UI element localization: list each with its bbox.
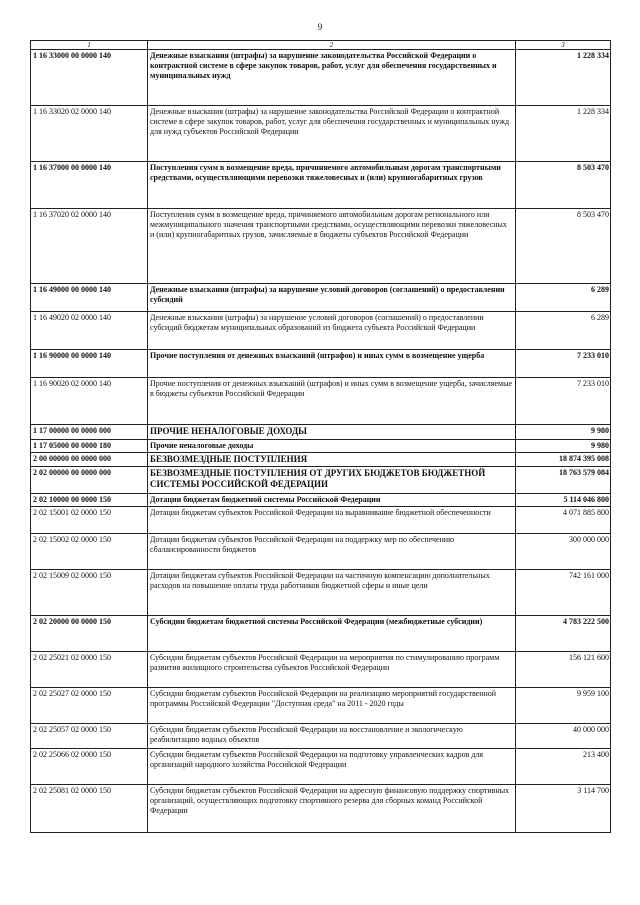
table-row	[31, 616, 611, 652]
table-row	[31, 534, 611, 570]
income-name-cell: Денежные взыскания (штрафы) за нарушение законодательства Российской Федерации о контрактной системе в сфере закупок товаров, работ, услуг для обеспечения государственных и муниципальных нужд	[148, 50, 516, 106]
table-row	[31, 425, 611, 440]
income-name-cell: Прочие поступления от денежных взысканий (штрафов) и иных сумм в возмещение ущерба	[148, 350, 516, 378]
amount-cell: 9 980	[516, 425, 611, 440]
amount-cell: 213 400	[516, 749, 611, 785]
budget-code-cell: 1 16 33000 00 0000 140	[31, 50, 148, 106]
amount-cell: 6 289	[516, 284, 611, 312]
budget-code-cell: 2 02 10000 00 0000 150	[31, 494, 148, 507]
amount-cell: 5 114 046 800	[516, 494, 611, 507]
table-row	[31, 284, 611, 312]
amount-cell: 300 000 000	[516, 534, 611, 570]
income-name-cell: Поступления сумм в возмещение вреда, причиняемого автомобильным дорогам транспортными средствами, осуществляющими перевозки тяжеловесных и (или) крупногабаритных грузов	[148, 162, 516, 209]
budget-code-cell: 1 17 05000 00 0000 180	[31, 440, 148, 453]
amount-cell: 40 000 000	[516, 724, 611, 749]
income-name-cell: Прочие неналоговые доходы	[148, 440, 516, 453]
income-name-cell: Прочие поступления от денежных взысканий (штрафов) и иных сумм в возмещение ущерба, зачисляемые в бюджеты субъектов Российской Федерации	[148, 378, 516, 425]
amount-cell: 8 503 470	[516, 162, 611, 209]
income-name-cell: Субсидии бюджетам субъектов Российской Федерации на подготовку управленческих кадров для организаций народного хозяйства Российской Федерации	[148, 749, 516, 785]
table-row	[31, 724, 611, 749]
amount-cell: 3 114 700	[516, 785, 611, 833]
budget-code-cell: 2 00 00000 00 0000 000	[31, 453, 148, 467]
table-row	[31, 507, 611, 534]
amount-cell: 9 959 100	[516, 688, 611, 724]
table-row	[31, 440, 611, 453]
table-row	[31, 453, 611, 467]
revenue-table	[30, 40, 611, 833]
budget-code-cell: 1 17 00000 00 0000 000	[31, 425, 148, 440]
budget-code-cell: 2 02 25027 02 0000 150	[31, 688, 148, 724]
income-name-cell: Субсидии бюджетам субъектов Российской Федерации на реализацию мероприятий государственной программы Российской Федерации "Доступная среда" на 2011 - 2020 годы	[148, 688, 516, 724]
budget-code-cell: 1 16 49020 02 0000 140	[31, 312, 148, 350]
income-name-cell: Субсидии бюджетам субъектов Российской Федерации на адресную финансовую поддержку спортивных организаций, осуществляющих подготовку спортивного резерва для сборных команд Российской Федерации	[148, 785, 516, 833]
budget-code-cell: 1 16 90000 00 0000 140	[31, 350, 148, 378]
income-name-cell: Дотации бюджетам субъектов Российской Федерации на поддержку мер по обеспечению сбалансированности бюджетов	[148, 534, 516, 570]
amount-cell: 7 233 010	[516, 350, 611, 378]
income-name-cell: Денежные взыскания (штрафы) за нарушение условий договоров (соглашений) о предоставлении субсидий бюджетам муниципальных образований из бюджета субъекта Российской Федерации	[148, 312, 516, 350]
page-number: 9	[317, 22, 323, 32]
budget-code-cell: 1 16 90020 02 0000 140	[31, 378, 148, 425]
amount-cell: 8 503 470	[516, 209, 611, 284]
amount-cell: 4 071 885 800	[516, 507, 611, 534]
budget-code-cell: 1 16 37020 02 0000 140	[31, 209, 148, 284]
income-name-cell: Дотации бюджетам бюджетной системы Российской Федерации	[148, 494, 516, 507]
budget-code-cell: 2 02 25066 02 0000 150	[31, 749, 148, 785]
table-row	[31, 570, 611, 616]
amount-cell: 18 763 579 084	[516, 467, 611, 494]
budget-code-cell: 1 16 37000 00 0000 140	[31, 162, 148, 209]
table-row	[31, 378, 611, 425]
budget-code-cell: 1 16 33020 02 0000 140	[31, 106, 148, 162]
table-row	[31, 209, 611, 284]
income-name-cell: БЕЗВОЗМЕЗДНЫЕ ПОСТУПЛЕНИЯ	[148, 453, 516, 467]
table-row	[31, 652, 611, 688]
table-row	[31, 312, 611, 350]
budget-code-cell: 2 02 00000 00 0000 000	[31, 467, 148, 494]
budget-code-cell: 2 02 20000 00 0000 150	[31, 616, 148, 652]
table-row	[31, 785, 611, 833]
budget-code-cell: 2 02 15002 02 0000 150	[31, 534, 148, 570]
amount-cell: 7 233 010	[516, 378, 611, 425]
income-name-cell: Субсидии бюджетам субъектов Российской Федерации на мероприятия по стимулированию программ развития жилищного строительства субъектов Российской Федерации	[148, 652, 516, 688]
amount-cell: 156 121 600	[516, 652, 611, 688]
amount-cell: 742 161 000	[516, 570, 611, 616]
table-row	[31, 749, 611, 785]
amount-cell: 18 874 395 008	[516, 453, 611, 467]
income-name-cell: Дотации бюджетам субъектов Российской Федерации на частичную компенсацию дополнительных расходов на повышение оплаты труда работников бюджетной сферы и иные цели	[148, 570, 516, 616]
column-number: 1	[31, 41, 148, 50]
income-name-cell: ПРОЧИЕ НЕНАЛОГОВЫЕ ДОХОДЫ	[148, 425, 516, 440]
table-row	[31, 106, 611, 162]
table-row	[31, 494, 611, 507]
table-row	[31, 350, 611, 378]
budget-code-cell: 2 02 15009 02 0000 150	[31, 570, 148, 616]
budget-code-cell: 2 02 15001 02 0000 150	[31, 507, 148, 534]
budget-code-cell: 1 16 49000 00 0000 140	[31, 284, 148, 312]
amount-cell: 4 783 222 500	[516, 616, 611, 652]
table-row	[31, 467, 611, 494]
income-name-cell: Субсидии бюджетам субъектов Российской Федерации на восстановление и экологическую реабилитацию водных объектов	[148, 724, 516, 749]
amount-cell: 6 289	[516, 312, 611, 350]
table-row	[31, 688, 611, 724]
income-name-cell: Дотации бюджетам субъектов Российской Федерации на выравнивание бюджетной обеспеченности	[148, 507, 516, 534]
budget-code-cell: 2 02 25057 02 0000 150	[31, 724, 148, 749]
budget-code-cell: 2 02 25021 02 0000 150	[31, 652, 148, 688]
amount-cell: 1 228 334	[516, 106, 611, 162]
table-row	[31, 50, 611, 106]
income-name-cell: Поступления сумм в возмещение вреда, причиняемого автомобильным дорогам регионального или межмуниципального значения транспортными средствами, осуществляющими перевозки тяжеловесных и (или) крупногабаритных грузов, зачисляемые в бюджеты субъектов Российской Федерации	[148, 209, 516, 284]
income-name-cell: БЕЗВОЗМЕЗДНЫЕ ПОСТУПЛЕНИЯ ОТ ДРУГИХ БЮДЖЕТОВ БЮДЖЕТНОЙ СИСТЕМЫ РОССИЙСКОЙ ФЕДЕРАЦИИ	[148, 467, 516, 494]
column-number: 2	[148, 41, 516, 50]
budget-code-cell: 2 02 25081 02 0000 150	[31, 785, 148, 833]
table-row	[31, 162, 611, 209]
column-number: 3	[516, 41, 611, 50]
income-name-cell: Денежные взыскания (штрафы) за нарушение законодательства Российской Федерации о контрактной системе в сфере закупок товаров, работ, услуг для обеспечения государственных и муниципальных нужд для нужд субъектов Российской Федерации	[148, 106, 516, 162]
income-name-cell: Субсидии бюджетам бюджетной системы Российской Федерации (межбюджетные субсидии)	[148, 616, 516, 652]
column-number-row	[31, 41, 611, 50]
income-name-cell: Денежные взыскания (штрафы) за нарушение условий договоров (соглашений) о предоставлении субсидий	[148, 284, 516, 312]
amount-cell: 1 228 334	[516, 50, 611, 106]
amount-cell: 9 980	[516, 440, 611, 453]
